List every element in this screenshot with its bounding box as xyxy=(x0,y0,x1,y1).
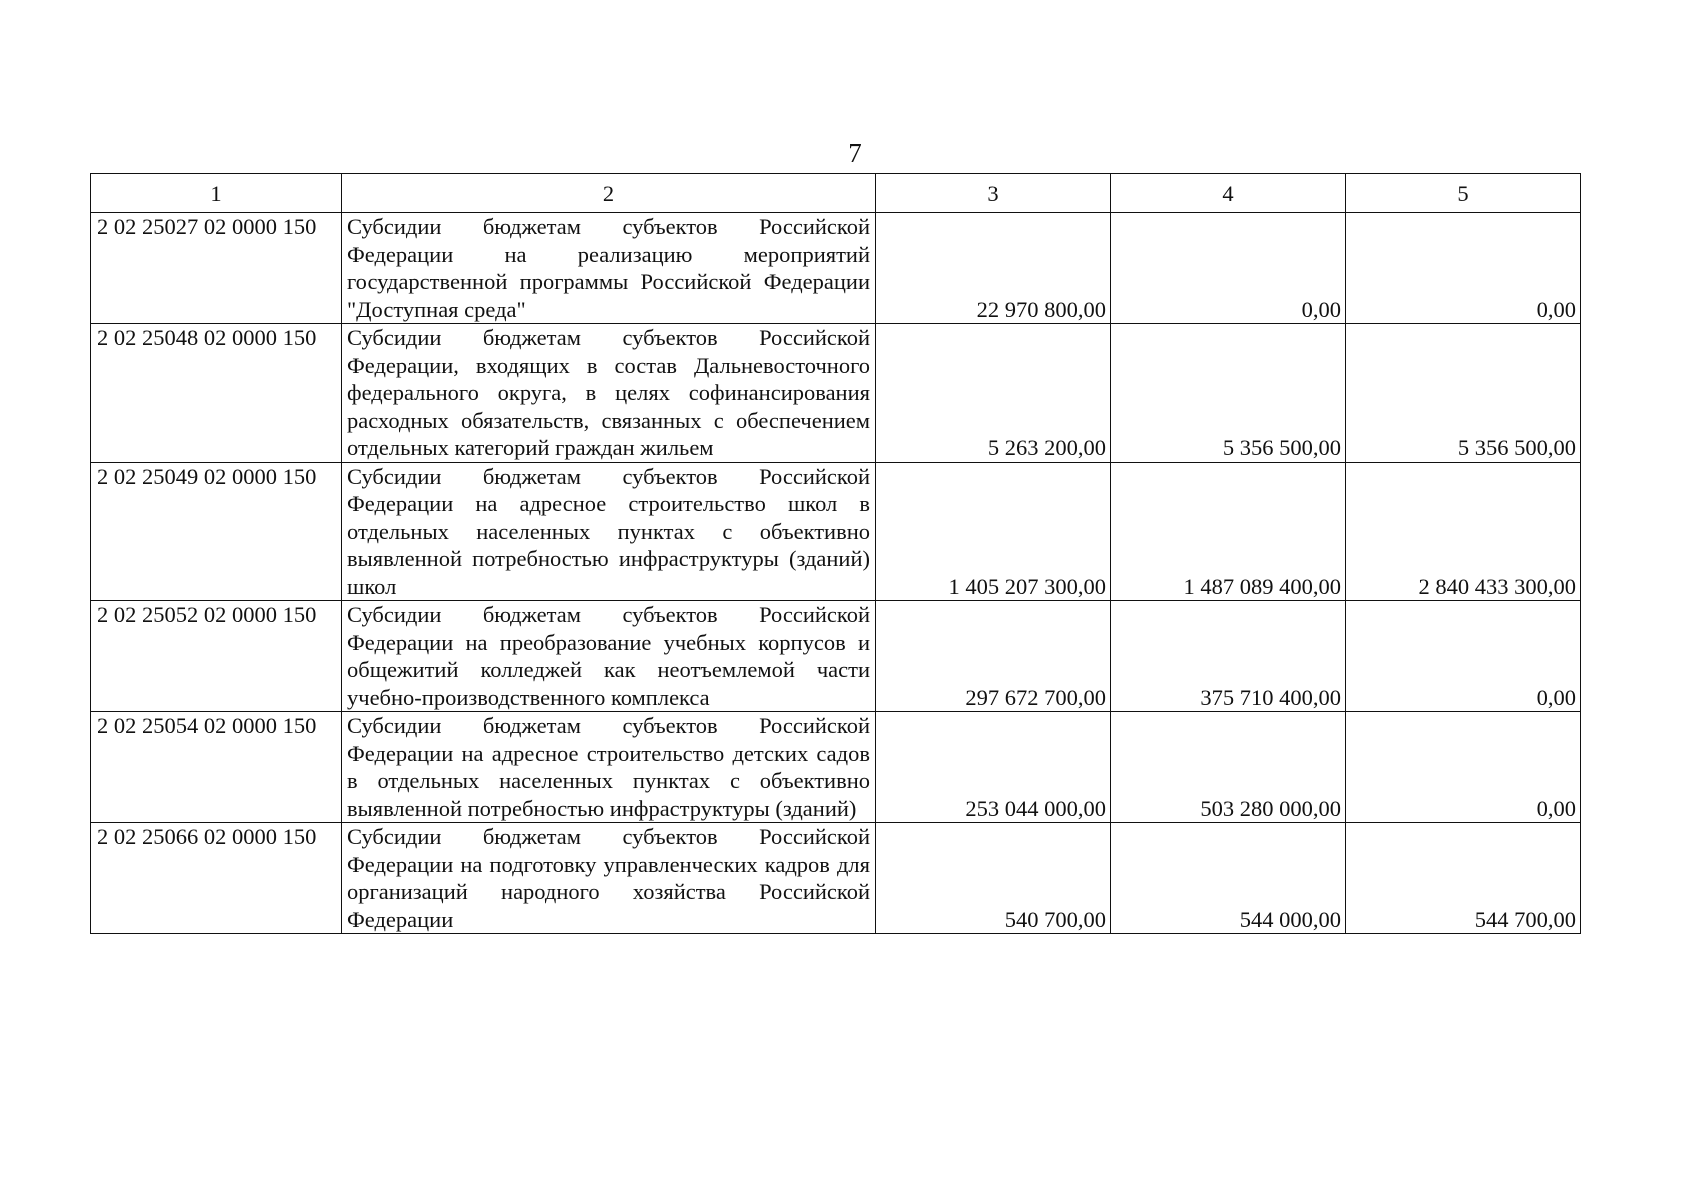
amount-col-4: 375 710 400,00 xyxy=(1111,601,1346,712)
amount-col-3: 253 044 000,00 xyxy=(876,712,1111,823)
item-description: Субсидии бюджетам субъектов Российской Федерации на подготовку управленческих кадров для организаций народного хозяйства Российской Федерации xyxy=(342,823,876,934)
table-row xyxy=(91,823,1581,934)
amount-col-3: 1 405 207 300,00 xyxy=(876,462,1111,601)
item-description: Субсидии бюджетам субъектов Российской Федерации на преобразование учебных корпусов и общежитий колледжей как неотъемлемой части учебно-производственного комплекса xyxy=(342,601,876,712)
amount-col-4: 544 000,00 xyxy=(1111,823,1346,934)
column-header-5: 5 xyxy=(1346,174,1581,213)
amount-col-3: 22 970 800,00 xyxy=(876,213,1111,324)
table-row xyxy=(91,462,1581,601)
amount-col-3: 297 672 700,00 xyxy=(876,601,1111,712)
page-number: 7 xyxy=(848,138,862,168)
amount-col-5: 0,00 xyxy=(1346,213,1581,324)
amount-col-4: 0,00 xyxy=(1111,213,1346,324)
budget-code: 2 02 25054 02 0000 150 xyxy=(91,712,342,823)
table-row xyxy=(91,213,1581,324)
amount-col-3: 540 700,00 xyxy=(876,823,1111,934)
table-row xyxy=(91,712,1581,823)
amount-col-4: 503 280 000,00 xyxy=(1111,712,1346,823)
item-description: Субсидии бюджетам субъектов Российской Федерации, входящих в состав Дальневосточного федерального округа, в целях софинансирования расходных обязательств, связанных с обеспечением отдельных категорий граждан жильем xyxy=(342,324,876,463)
item-description: Субсидии бюджетам субъектов Российской Федерации на адресное строительство детских садов в отдельных населенных пунктах с объективно выявленной потребностью инфраструктуры (зданий) xyxy=(342,712,876,823)
amount-col-5: 0,00 xyxy=(1346,712,1581,823)
column-header-4: 4 xyxy=(1111,174,1346,213)
budget-code: 2 02 25049 02 0000 150 xyxy=(91,462,342,601)
budget-code: 2 02 25027 02 0000 150 xyxy=(91,213,342,324)
budget-code: 2 02 25048 02 0000 150 xyxy=(91,324,342,463)
item-description: Субсидии бюджетам субъектов Российской Федерации на реализацию мероприятий государственной программы Российской Федерации "Доступная среда" xyxy=(342,213,876,324)
header-row xyxy=(91,174,1581,213)
column-header-3: 3 xyxy=(876,174,1111,213)
column-header-2: 2 xyxy=(342,174,876,213)
amount-col-4: 1 487 089 400,00 xyxy=(1111,462,1346,601)
table-row xyxy=(91,324,1581,463)
amount-col-5: 2 840 433 300,00 xyxy=(1346,462,1581,601)
amount-col-5: 0,00 xyxy=(1346,601,1581,712)
amount-col-4: 5 356 500,00 xyxy=(1111,324,1346,463)
table-row xyxy=(91,601,1581,712)
budget-table xyxy=(90,173,1581,934)
amount-col-3: 5 263 200,00 xyxy=(876,324,1111,463)
budget-code: 2 02 25052 02 0000 150 xyxy=(91,601,342,712)
amount-col-5: 544 700,00 xyxy=(1346,823,1581,934)
column-header-1: 1 xyxy=(91,174,342,213)
item-description: Субсидии бюджетам субъектов Российской Федерации на адресное строительство школ в отдельных населенных пунктах с объективно выявленной потребностью инфраструктуры (зданий) школ xyxy=(342,462,876,601)
amount-col-5: 5 356 500,00 xyxy=(1346,324,1581,463)
budget-code: 2 02 25066 02 0000 150 xyxy=(91,823,342,934)
